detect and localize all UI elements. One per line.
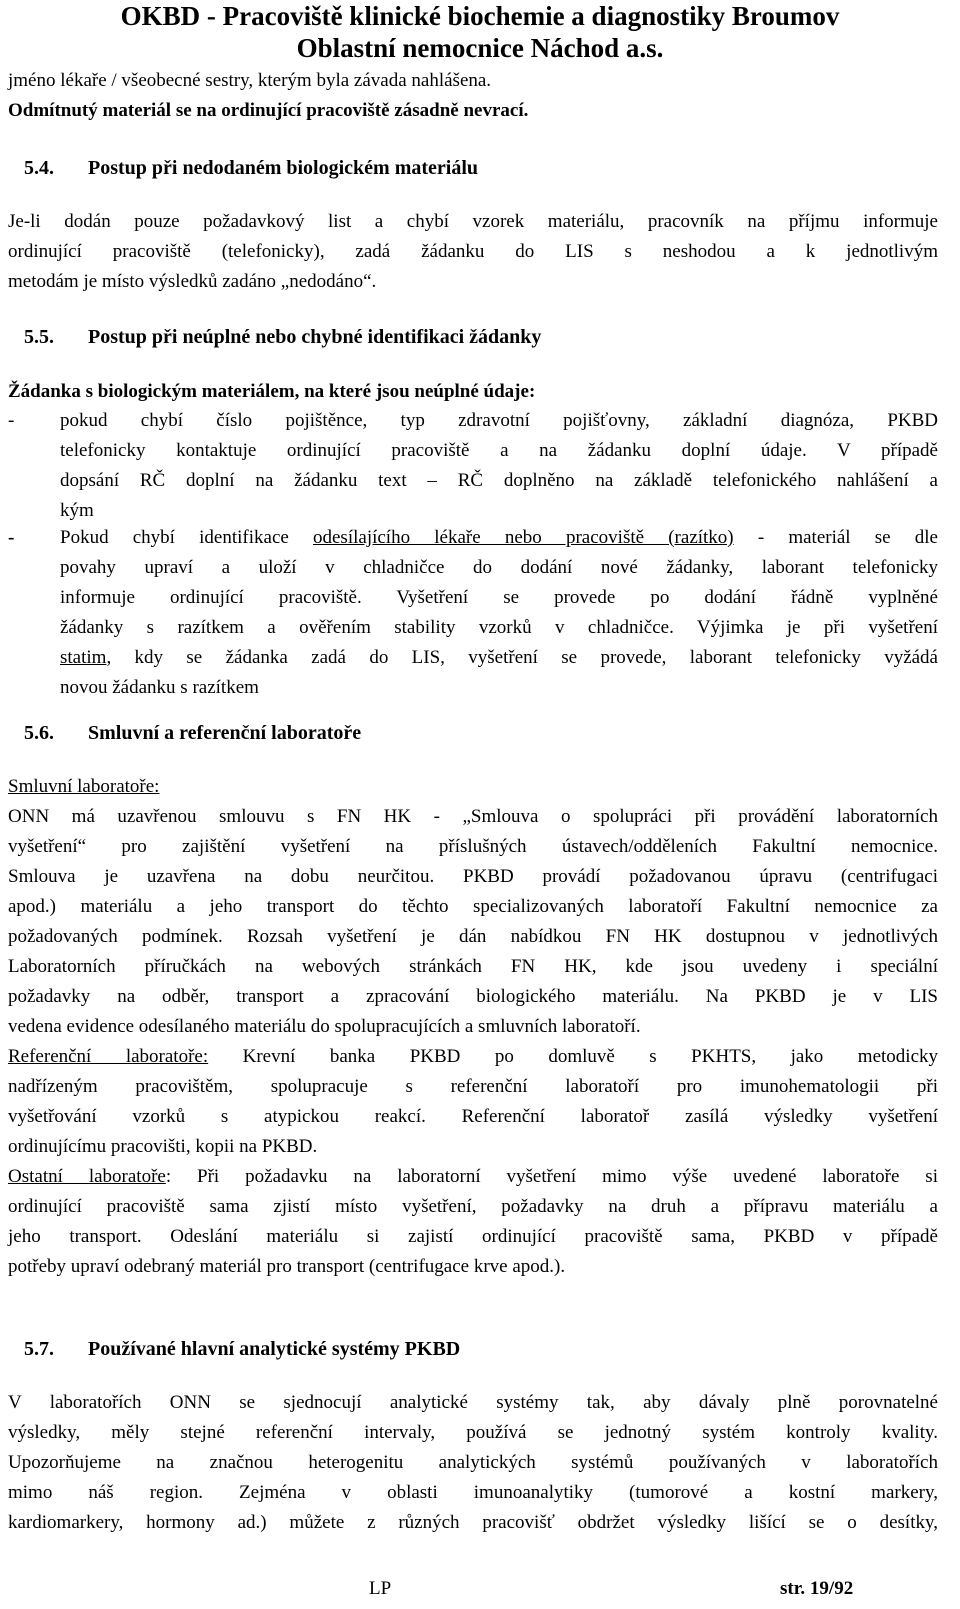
paragraph-line: požadavky na odběr, transport a zpracování biologického materiálu. Na PKBD je v LIS <box>8 986 938 1007</box>
section-5-4-title: Postup při nedodaném biologickém materiálu <box>88 157 479 179</box>
list-item-line: kým <box>60 500 94 521</box>
section-5-5-subtitle: Žádanka s biologickým materiálem, na které jsou neúplné údaje: <box>8 381 536 402</box>
section-5-4-text-line: Je-li dodán pouze požadavkový list a chybí vzorek materiálu, pracovník na příjmu informuje <box>8 211 938 232</box>
paragraph-line: Laboratorních příručkách na webových stránkách FN HK, kde jsou uvedeny i speciální <box>8 956 938 977</box>
page-number: str. 19/92 <box>780 1578 854 1599</box>
section-5-7-title: Používané hlavní analytické systémy PKBD <box>88 1338 461 1360</box>
paragraph-line: výsledky, měly stejné referenční intervaly, používá se jednotný systém kontroly kvality. <box>8 1422 938 1443</box>
ostatni-label: Ostatní laboratoře <box>8 1166 166 1187</box>
paragraph-line: vyšetření“ pro zajištění vyšetření na příslušných ústavech/odděleních Fakultní nemocnice. <box>8 836 938 857</box>
paragraph-line: Upozorňujeme na značnou heterogenitu analytických systémů používaných v laboratořích <box>8 1452 938 1473</box>
list-item-line: pokud chybí číslo pojištěnce, typ zdravotní pojišťovny, základní diagnóza, PKBD <box>60 410 938 431</box>
list-item-line: dopsání RČ doplní na žádanku text – RČ doplněno na základě telefonického nahlášení a <box>60 470 938 491</box>
footer-left: LP <box>369 1578 392 1599</box>
list-item-line: novou žádanku s razítkem <box>60 677 259 698</box>
list-bullet: - <box>8 527 15 548</box>
paragraph-line: Smlouva je uzavřena na dobu neurčitou. PKBD provádí požadovanou úpravu (centrifugaci <box>8 866 938 887</box>
intro-line: jméno lékaře / všeobecné sestry, kterým byla závada nahlášena. <box>8 70 492 91</box>
list-item-line: telefonicky kontaktuje ordinující pracoviště a na žádanku doplní údaje. V případě <box>60 440 938 461</box>
paragraph-text: : Při požadavku na laboratorní vyšetření mimo výše uvedené laboratoře si <box>165 1166 938 1187</box>
section-5-6-number: 5.6. <box>24 722 54 744</box>
list-item-line: povahy upraví a uloží v chladničce do dodání nové žádanky, laborant telefonicky <box>60 557 938 578</box>
underlined-phrase: odesílajícího lékaře nebo pracoviště (razítko) <box>313 527 734 548</box>
section-5-5-title: Postup při neúplné nebo chybné identifikaci žádanky <box>88 326 542 348</box>
list-item-text: Pokud chybí identifikace <box>60 527 313 548</box>
paragraph-line: požadovaných podmínek. Rozsah vyšetření je dán nabídkou FN HK dostupnou v jednotlivých <box>8 926 938 947</box>
paragraph-line: V laboratořích ONN se sjednocují analytické systémy tak, aby dávaly plně porovnatelné <box>8 1392 938 1413</box>
referencni-label: Referenční laboratoře: <box>8 1046 209 1067</box>
paragraph-line: ONN má uzavřenou smlouvu s FN HK - „Smlouva o spolupráci při provádění laboratorních <box>8 806 938 827</box>
paragraph-line: vyšetřování vzorků s atypickou reakcí. Referenční laboratoř zasílá výsledky vyšetření <box>8 1106 938 1127</box>
paragraph-line: potřeby upraví odebraný materiál pro transport (centrifugace krve apod.). <box>8 1256 566 1277</box>
paragraph-text: Krevní banka PKBD po domluvě s PKHTS, jako metodicky <box>208 1046 938 1067</box>
paragraph-line: ordinujícímu pracovišti, kopii na PKBD. <box>8 1136 318 1157</box>
header-title-line2: Oblastní nemocnice Náchod a.s. <box>296 33 664 63</box>
section-5-4-number: 5.4. <box>24 157 54 179</box>
list-item-text: , kdy se žádanka zadá do LIS, vyšetření se provede, laborant telefonicky vyžádá <box>106 647 938 668</box>
paragraph-line: nadřízeným pracovištěm, spolupracuje s referenční laboratoří pro imunohematologii při <box>8 1076 938 1097</box>
paragraph-line: mimo náš region. Zejména v oblasti imunoanalytiky (tumorové a kostní markery, <box>8 1482 938 1503</box>
paragraph-line: ordinující pracoviště sama zjistí místo vyšetření, požadavky na druh a přípravu materiálu a <box>8 1196 938 1217</box>
intro-bold-line: Odmítnutý materiál se na ordinující pracoviště zásadně nevrací. <box>8 100 529 121</box>
list-item-line <box>60 523 938 553</box>
list-item-line <box>60 643 938 673</box>
smluvni-label: Smluvní laboratoře: <box>8 776 160 797</box>
list-bullet: - <box>8 410 15 431</box>
list-item-line: informuje ordinující pracoviště. Vyšetření se provede po dodání řádně vyplněné <box>60 587 938 608</box>
section-5-6-title: Smluvní a referenční laboratoře <box>88 722 362 744</box>
section-5-4-text-line: metodám je místo výsledků zadáno „nedodáno“. <box>8 271 377 292</box>
list-item-line: žádanky s razítkem a ověřením stability vzorků v chladničce. Výjimka je při vyšetření <box>60 617 938 638</box>
paragraph-line: kardiomarkery, hormony ad.) můžete z různých pracovišť obdržet výsledky lišící se o desítky, <box>8 1512 938 1533</box>
underlined-word: statim <box>60 647 107 668</box>
list-item-text: - materiál se dle <box>733 527 938 548</box>
section-5-4-text-line: ordinující pracoviště (telefonicky), zadá žádanku do LIS s neshodou a k jednotlivým <box>8 241 938 262</box>
section-5-5-number: 5.5. <box>24 326 54 348</box>
section-5-7-number: 5.7. <box>24 1338 54 1360</box>
paragraph-line <box>8 1042 938 1072</box>
paragraph-line <box>8 1162 938 1192</box>
paragraph-line: apod.) materiálu a jeho transport do těchto specializovaných laboratoří Fakultní nemocnice za <box>8 896 938 917</box>
paragraph-line: jeho transport. Odeslání materiálu si zajistí ordinující pracoviště sama, PKBD v případě <box>8 1226 938 1247</box>
header-title-line1: OKBD - Pracoviště klinické biochemie a diagnostiky Broumov <box>120 1 840 31</box>
paragraph-line: vedena evidence odesílaného materiálu do spolupracujících a smluvních laboratoří. <box>8 1016 641 1037</box>
